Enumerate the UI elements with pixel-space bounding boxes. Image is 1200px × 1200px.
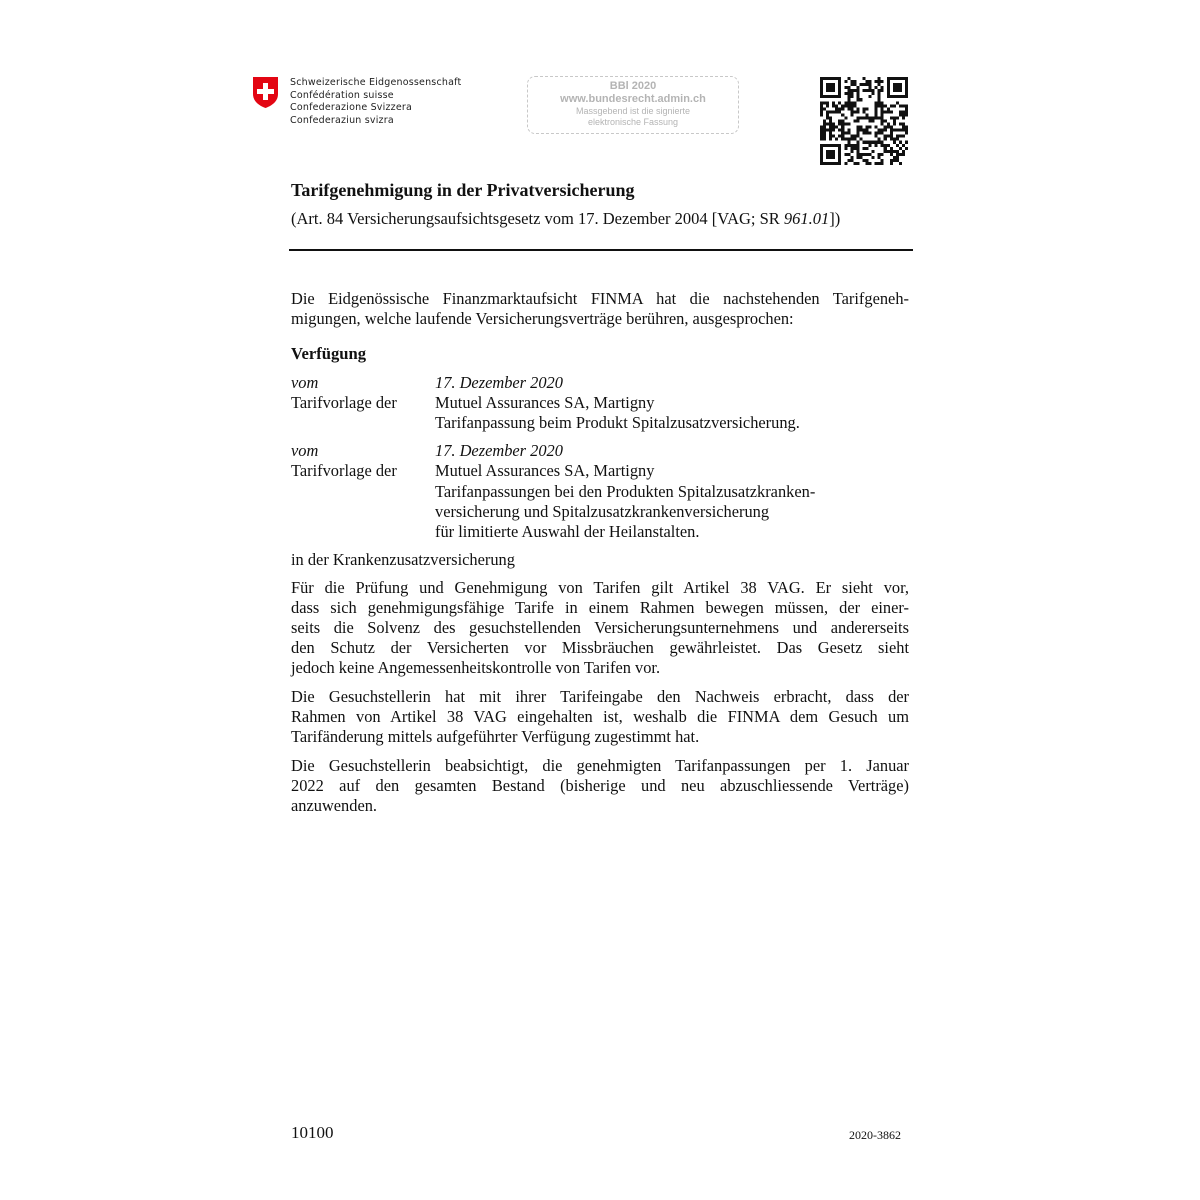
confederation-line: Schweizerische Eidgenossenschaft — [290, 77, 462, 88]
document-title: Tarifgenehmigung in der Privatversicherung — [291, 180, 635, 200]
tariff-description: Tarifanpassungen bei den Produkten Spitalzusatzkranken- — [435, 482, 816, 501]
text-line: Die Gesuchstellerin hat mit ihrer Tarifeingabe den Nachweis erbracht, dass der — [291, 687, 909, 706]
title-divider — [289, 249, 913, 251]
tariff-description: versicherung und Spitalzusatzkrankenversicherung — [435, 502, 770, 521]
company-name: Mutuel Assurances SA, Martigny — [435, 393, 655, 412]
text-line: Die Gesuchstellerin beabsichtigt, die genehmigten Tarifanpassungen per 1. Januar — [291, 756, 909, 775]
body-paragraph — [291, 578, 909, 678]
body-paragraph — [291, 687, 909, 747]
tariff-description: für limitierte Auswahl der Heilanstalten. — [435, 522, 700, 541]
company-name: Mutuel Assurances SA, Martigny — [435, 461, 655, 480]
vom-label: vom — [291, 373, 319, 392]
tariff-description: Tarifanpassung beim Produkt Spitalzusatzversicherung. — [435, 413, 800, 432]
text-line: den Schutz der Versicherten vor Missbräuchen gewährleistet. Das Gesetz sieht — [291, 638, 909, 657]
publication-stamp — [527, 76, 739, 134]
decision-date: 17. Dezember 2020 — [435, 441, 563, 460]
text-line: Für die Prüfung und Genehmigung von Tarifen gilt Artikel 38 VAG. Er sieht vor, — [291, 578, 909, 597]
insurance-scope: in der Krankenzusatzversicherung — [291, 550, 515, 569]
confederation-line: Confederaziun svizra — [290, 114, 394, 126]
subtitle-prefix: (Art. 84 Versicherungsaufsichtsgesetz vom 17. Dezember 2004 [VAG; SR — [291, 209, 784, 228]
text-line: jedoch keine Angemessenheitskontrolle von Tarifen vor. — [291, 658, 661, 677]
intro-paragraph — [291, 289, 909, 329]
confederation-line: Confédération suisse — [290, 89, 394, 101]
sr-number: 961.01 — [783, 209, 830, 228]
subtitle-suffix: ]) — [829, 209, 841, 228]
qr-code-icon — [820, 77, 908, 165]
document-subtitle — [291, 209, 840, 229]
confederation-name-block — [290, 77, 461, 127]
body-paragraph — [291, 756, 909, 816]
swiss-coat-of-arms-icon — [252, 76, 279, 109]
stamp-note: Massgebend ist die signierte — [575, 106, 691, 116]
document-number: 2020-3862 — [849, 1128, 901, 1142]
page-number: 10100 — [291, 1123, 334, 1142]
stamp-url: www.bundesrecht.admin.ch — [560, 93, 706, 105]
text-line: anzuwenden. — [291, 796, 378, 815]
tarif-label: Tarifvorlage der — [291, 461, 397, 480]
text-line: seits die Solvenz des gesuchstellenden Versicherungsunternehmens und andererseits — [291, 618, 909, 637]
text-line: Tarifänderung mittels aufgeführter Verfügung zugestimmt hat. — [291, 727, 700, 746]
vom-label: vom — [291, 441, 319, 460]
text-line: Rahmen von Artikel 38 VAG eingehalten ist, weshalb die FINMA dem Gesuch um — [291, 707, 909, 726]
text-line: migungen, welche laufende Versicherungsverträge berühren, ausgesprochen: — [291, 309, 794, 328]
decision-date: 17. Dezember 2020 — [435, 373, 563, 392]
tarif-label: Tarifvorlage der — [291, 393, 397, 412]
confederation-line: Confederazione Svizzera — [290, 102, 413, 114]
text-line: Die Eidgenössische Finanzmarktaufsicht FINMA hat die nachstehenden Tarifgeneh- — [291, 289, 909, 308]
stamp-bbl-reference: BBl 2020 — [609, 80, 657, 92]
text-line: dass sich genehmigungsfähige Tarife in einem Rahmen bewegen müssen, der einer- — [291, 598, 909, 617]
stamp-note: elektronische Fassung — [587, 117, 679, 127]
section-heading: Verfügung — [291, 344, 366, 363]
text-line: 2022 auf den gesamten Bestand (bisherige und neu abzuschliessende Verträge) — [291, 776, 909, 795]
